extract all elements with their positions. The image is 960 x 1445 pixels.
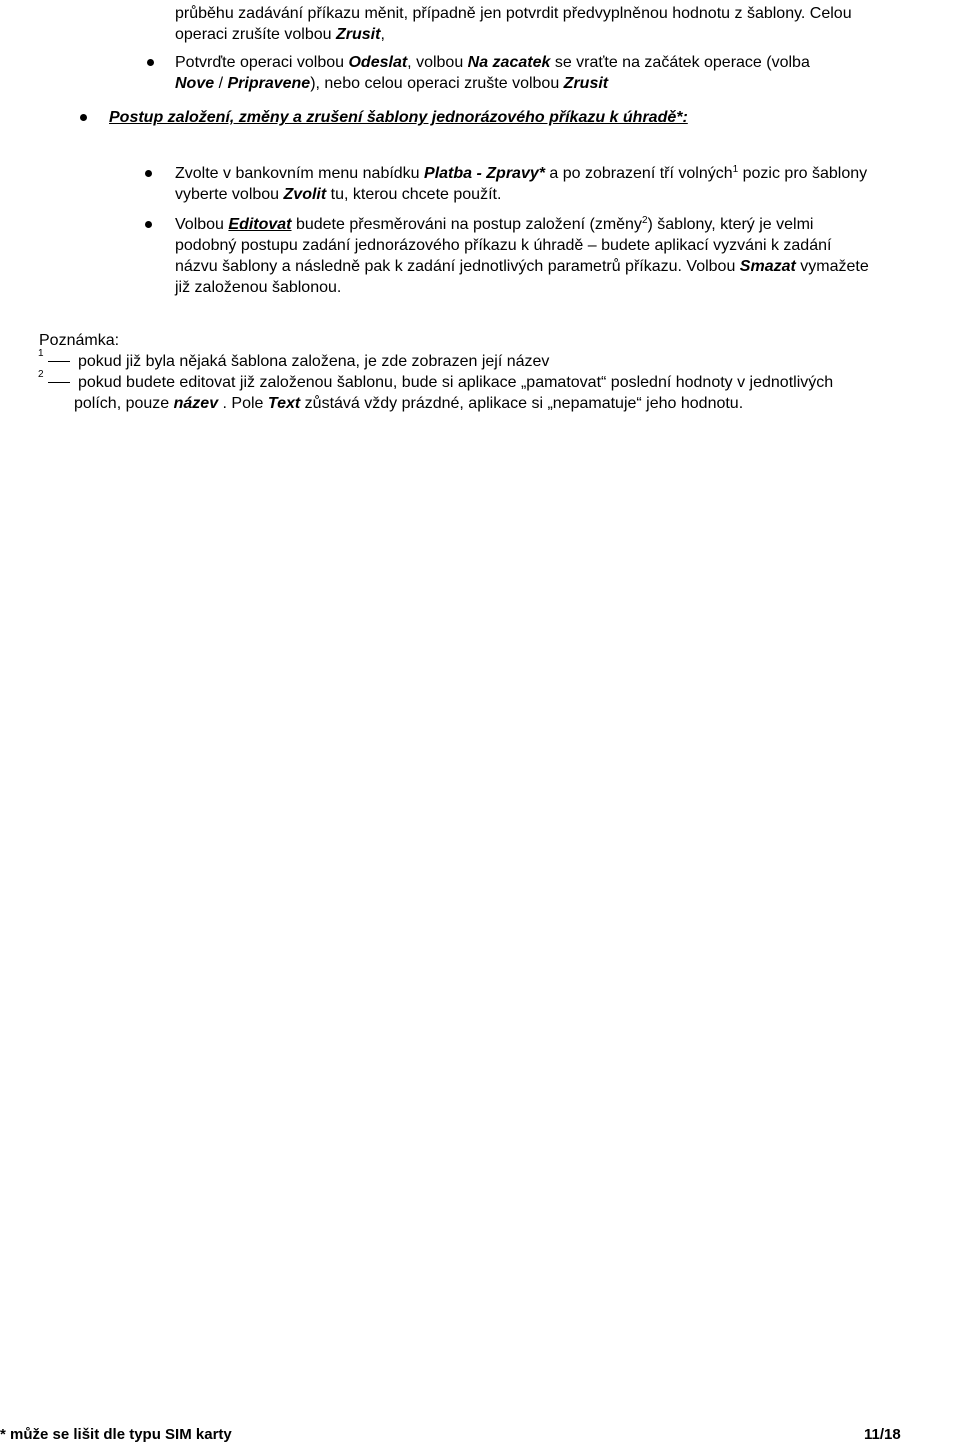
footnote-1: pokud již byla nějaká šablona založena, je zde zobrazen její název	[48, 351, 549, 372]
intro-paragraph	[175, 3, 852, 45]
intro-line-1: průběhu zadávání příkazu měnit, případně jen potvrdit předvyplněnou hodnotu z šablony. Celou	[175, 5, 852, 22]
intro-line-2: operaci zrušíte volbou Zrusit,	[175, 26, 385, 43]
bullet-icon	[147, 59, 154, 66]
footer-note: * může se lišit dle typu SIM karty	[0, 1426, 232, 1443]
footnote-number-1: 1	[38, 348, 44, 359]
editovat-keyword: Editovat	[228, 216, 292, 233]
zrusit-keyword: Zrusit	[335, 26, 381, 43]
bullet-icon	[145, 221, 152, 228]
zrusit-keyword: Zrusit	[563, 75, 609, 92]
section-heading: Postup založení, změny a zrušení šablony jednorázového příkazu k úhradě*:	[109, 109, 688, 126]
zvolte-paragraph: Zvolte v bankovním menu nabídku Platba - Zpravy* a po zobrazení tří volných$^1$ pozic pro šablony vyberte volbou Zvolit tu, kterou chcete použít.	[175, 164, 868, 203]
na-zacatek-keyword: Na zacatek	[467, 54, 551, 71]
odeslat-keyword: Odeslat	[348, 54, 408, 71]
footnote-number-2: 2	[38, 369, 44, 380]
platba-zpravy-keyword: Platba - Zpravy*	[424, 165, 545, 182]
bullet-icon	[80, 114, 87, 121]
nove-keyword: Nove	[175, 75, 215, 92]
editovat-paragraph: Volbou Editovat budete přesměrováni na postup založení (změny$^2$) šablony, který je velmi podobný postupu zadání jednorázového příkazu k úhradě – budete aplikací vyzváni k zadání názvu šablony a následně pak k zadání jednotlivých parametrů příkazu. Volbou Smazat vymažete již založenou šablonou.	[175, 215, 869, 296]
smazat-keyword: Smazat	[739, 258, 796, 275]
text-keyword: Text	[267, 395, 301, 412]
pripravene-keyword: Pripravene	[227, 75, 311, 92]
footnote-ref-2: 2	[641, 215, 648, 226]
nazev-keyword: název	[173, 395, 219, 412]
confirm-paragraph: Potvrďte operaci volbou Odeslat, volbou Na zacatek se vraťte na začátek operace (volba Nove / Pripravene), nebo celou operaci zrušte volbou Zrusit	[175, 54, 810, 92]
footnote-dash	[48, 382, 70, 383]
zvolit-keyword: Zvolit	[283, 186, 327, 203]
footnote-dash	[48, 361, 70, 362]
footnote-2: pokud budete editovat již založenou šablonu, bude si aplikace „pamatovat“ poslední hodnoty v jednotlivých polích, pouze název . Pole Text zůstává vždy prázdné, aplikace si „nepamatuje“ jeho hodnotu.	[48, 372, 833, 414]
note-label: Poznámka:	[39, 332, 120, 349]
bullet-icon	[145, 170, 152, 177]
footnote-ref-1: 1	[732, 164, 739, 175]
page-number: 11/18	[864, 1426, 901, 1443]
